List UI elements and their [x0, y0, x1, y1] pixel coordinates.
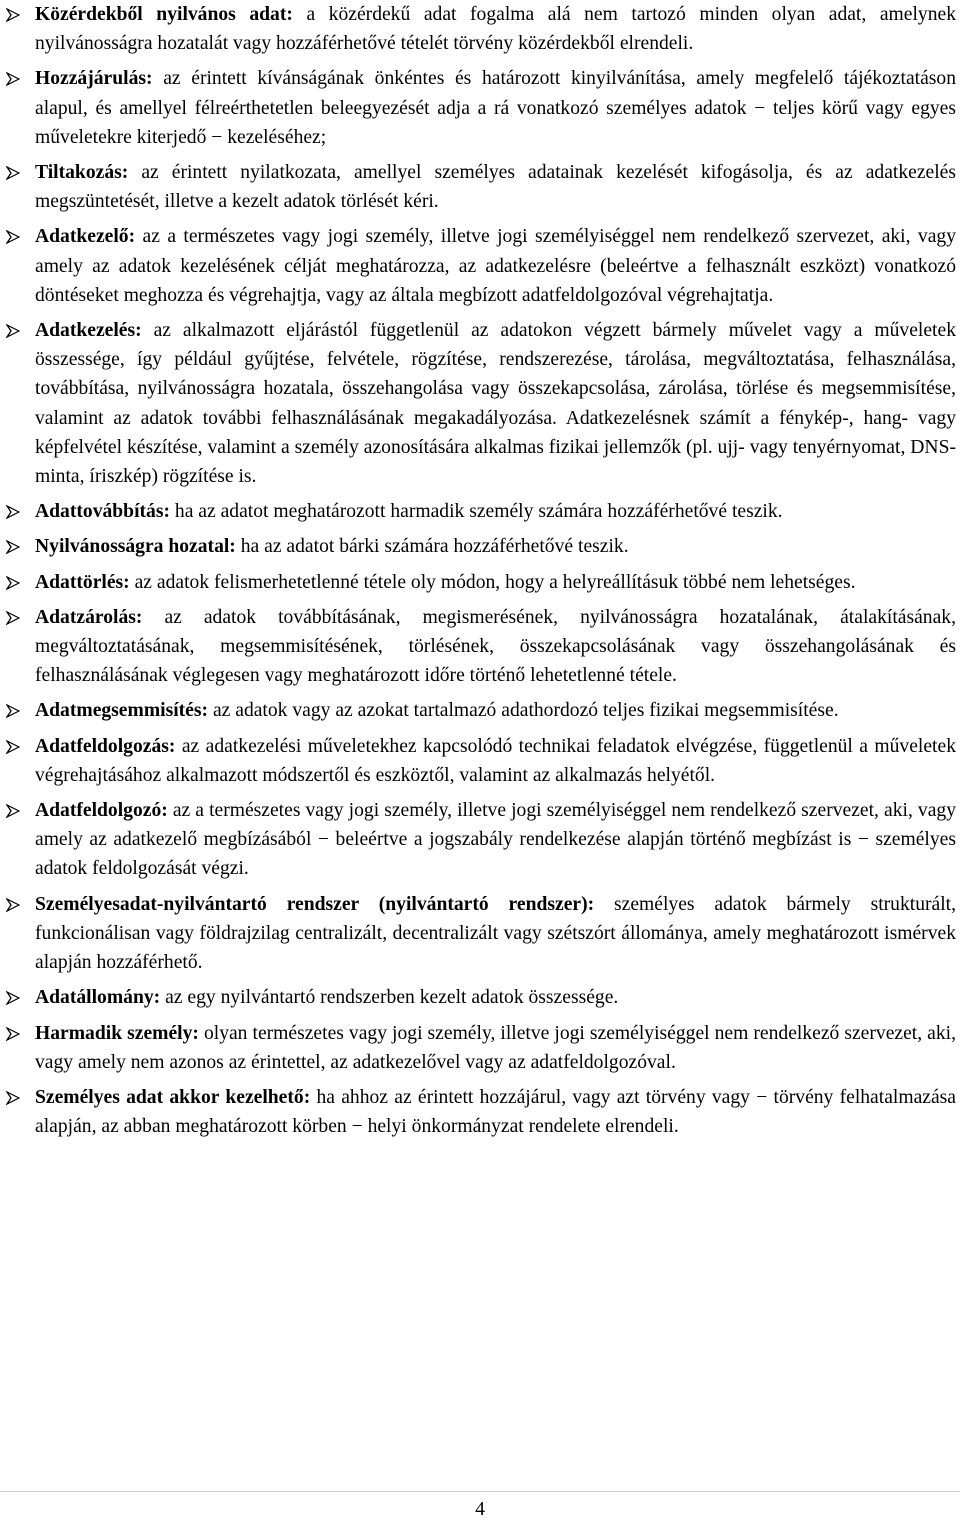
definition-item	[0, 497, 960, 526]
definition-term: Hozzájárulás:	[35, 68, 153, 90]
arrowhead-bullet-icon	[6, 1019, 24, 1048]
definition-term: Adatmegsemmisítés:	[35, 700, 209, 722]
definition-item	[0, 890, 960, 978]
definition-item	[0, 222, 960, 310]
definition-text: ha ahhoz az érintett hozzájárul, vagy azt törvény vagy − törvény felhatalmazása alapján, az abban meghatározott körben − helyi önkormányzat rendelete elrendeli.	[35, 1086, 956, 1138]
definition-term: Adattörlés:	[35, 571, 130, 593]
arrowhead-bullet-icon	[6, 1083, 24, 1112]
definition-item	[0, 532, 960, 561]
arrowhead-bullet-icon	[6, 890, 24, 919]
definition-term: Harmadik személy:	[35, 1022, 199, 1044]
arrowhead-bullet-icon	[6, 568, 24, 597]
definition-term: Személyes adat akkor kezelhető:	[35, 1086, 311, 1108]
definition-text: az érintett nyilatkozata, amellyel személyes adatainak kezelését kifogásolja, és az adatkezelés megszüntetését, illetve a kezelt adatok törlését kéri.	[35, 162, 957, 213]
definition-term: Tiltakozás:	[35, 162, 129, 184]
definition-text: az alkalmazott eljárástól függetlenül az adatokon végzett bármely művelet vagy a műveletek összessége, így például gyűjtése, felvétele, rögzítése, rendszerezése, tárolása, megváltoztatása, felhasználása, továbbítása, nyilvánosságra hozatala, összehangolása vagy összekapcsolása, zárolása, törlése és megsemmisítése, valamint az adatok további felhasználásának megakadályozása. Adatkezelésnek számít a fénykép-, hang- vagy képfelvétel készítése, valamint a személy azonosítására alkalmas fizikai jellemzők (pl. ujj- vagy tenyérnyomat, DNS-minta, íriszkép) rögzítése is.	[35, 320, 956, 488]
definition-item	[0, 1019, 960, 1077]
definition-text: az érintett kívánságának önkéntes és határozott kinyilvánítása, amely megfelelő tájékoztatáson alapul, és amellyel félreérthetetlen beleegyezését adja a rá vonatkozó személyes adatok − teljes körű vagy egyes műveletekre kiterjedő − kezeléséhez;	[35, 68, 956, 148]
definition-item	[0, 158, 960, 216]
definition-text: az egy nyilvántartó rendszerben kezelt adatok összessége.	[165, 987, 619, 1009]
definition-item	[0, 64, 960, 152]
footer-divider	[0, 1491, 960, 1492]
arrowhead-bullet-icon	[6, 497, 24, 526]
arrowhead-bullet-icon	[6, 983, 24, 1012]
arrowhead-bullet-icon	[6, 222, 24, 251]
definition-term: Közérdekből nyilvános adat:	[35, 4, 293, 25]
definition-term: Adatzárolás:	[35, 606, 143, 628]
arrowhead-bullet-icon	[6, 316, 24, 345]
definition-term: Adattovábbítás:	[35, 501, 170, 523]
definition-text: ha az adatot bárki számára hozzáférhetővé teszik.	[240, 536, 629, 558]
definition-text: személyes adatok bármely strukturált, funkcionálisan vagy földrajzilag centralizált, decentralizált vagy szétszórt állománya, amely meghatározott ismérvek alapján hozzáférhető.	[35, 893, 957, 974]
arrowhead-bullet-icon	[6, 0, 24, 29]
arrowhead-bullet-icon	[6, 696, 24, 725]
arrowhead-bullet-icon	[6, 796, 24, 825]
definition-text: az a természetes vagy jogi személy, illetve jogi személyiséggel nem rendelkező szervezet, aki, vagy amely az adatkezelő megbízásából − beleértve a jogszabály rendelkezése alapján történő megbízást is − személyes adatok feldolgozását végzi.	[35, 800, 956, 880]
definition-item	[0, 568, 960, 597]
definition-term: Adatállomány:	[35, 987, 161, 1009]
definition-item	[0, 796, 960, 884]
arrowhead-bullet-icon	[6, 532, 24, 561]
definition-term: Adatfeldolgozó:	[35, 800, 168, 822]
definition-text: a közérdekű adat fogalma alá nem tartozó minden olyan adat, amelynek nyilvánosságra hozatalát vagy hozzáférhetővé tételét törvény közérdekből elrendeli.	[35, 4, 956, 55]
definition-term: Nyilvánosságra hozatal:	[35, 536, 236, 558]
definition-term: Adatkezelés:	[35, 320, 142, 342]
arrowhead-bullet-icon	[6, 603, 24, 632]
definition-text: olyan természetes vagy jogi személy, illetve jogi személyiséggel nem rendelkező szervezet, aki, vagy amely nem azonos az érintettel, az adatkezelővel vagy az adatfeldolgozóval.	[35, 1022, 956, 1073]
definition-text: az adatkezelési műveletekhez kapcsolódó technikai feladatok elvégzése, függetlenül a műveletek végrehajtásához alkalmazott módszertől és eszköztől, valamint az alkalmazás helyétől.	[35, 735, 956, 786]
arrowhead-bullet-icon	[6, 732, 24, 761]
definition-item	[0, 696, 960, 725]
definition-item	[0, 0, 960, 58]
definition-text: ha az adatot meghatározott harmadik személy számára hozzáférhetővé teszik.	[174, 501, 783, 523]
definition-item	[0, 316, 960, 491]
definition-item	[0, 732, 960, 790]
definition-text: az a természetes vagy jogi személy, illetve jogi személyiséggel nem rendelkező szervezet, aki, vagy amely az adatok kezelésének célját meghatározza, az adatkezelésre (beleértve a felhasznált eszközt) vonatkozó döntéseket meghozza és végrehajtja, vagy az általa megbízott adatfeldolgozóval végrehajtatja.	[35, 226, 957, 306]
definition-term: Adatfeldolgozás:	[35, 735, 176, 757]
definition-item	[0, 983, 960, 1012]
definition-item	[0, 603, 960, 691]
definition-text: az adatok vagy az azokat tartalmazó adathordozó teljes fizikai megsemmisítése.	[212, 700, 839, 722]
definition-term: Adatkezelő:	[35, 226, 136, 248]
arrowhead-bullet-icon	[6, 158, 24, 187]
definition-item	[0, 1083, 960, 1141]
definition-text: az adatok felismerhetetlenné tétele oly módon, hogy a helyreállításuk többé nem lehetséges.	[134, 571, 856, 593]
definition-term: Személyesadat-nyilvántartó rendszer (nyilvántartó rendszer):	[35, 893, 595, 915]
definition-text: az adatok továbbításának, megismerésének, nyilvánosságra hozatalának, átalakításának, megváltoztatásának, megsemmisítésének, törlésének, összekapcsolásának vagy összehangolásának és felhasználásának véglegesen vagy meghatározott időre történő lehetetlenné tétele.	[35, 606, 956, 687]
arrowhead-bullet-icon	[6, 64, 24, 93]
page-number: 4	[475, 1499, 485, 1520]
